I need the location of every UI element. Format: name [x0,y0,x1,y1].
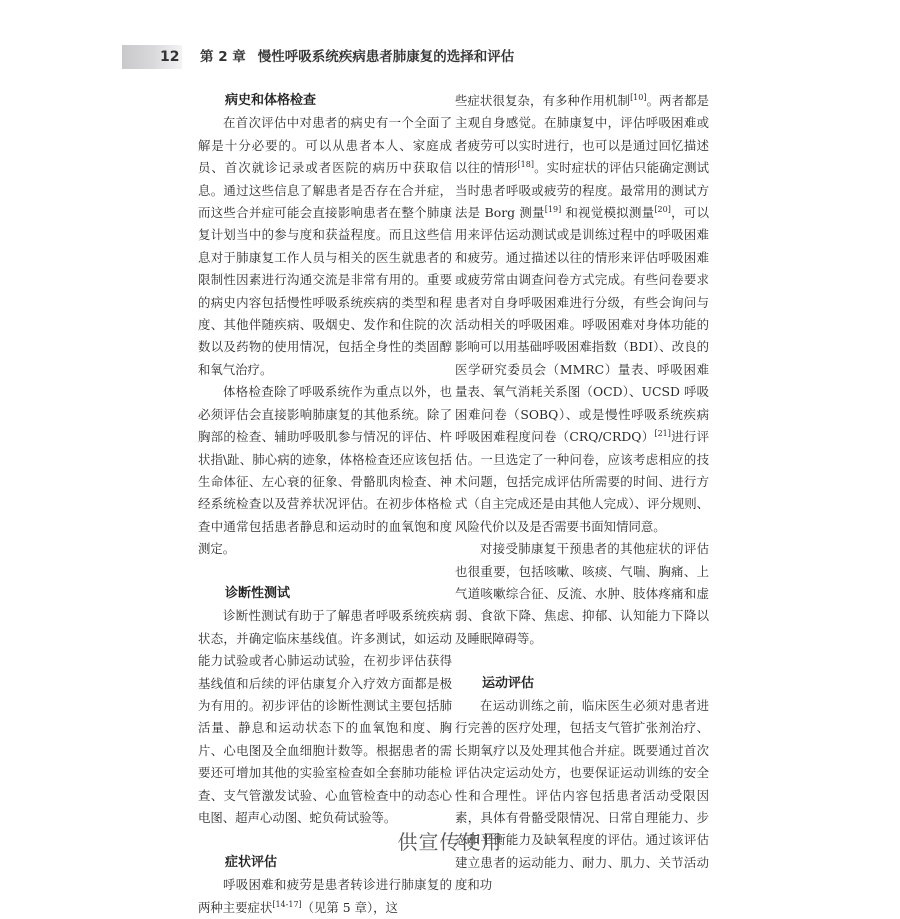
right-column [455,90,709,897]
citation: [10] [630,93,647,102]
text: 。两者都是主观自身感觉。在肺康复中，评估呼吸困难或者疲劳可以实时进行，也可以是通过回忆描述以往的情形 [455,93,710,176]
paragraph-symptoms [198,874,452,919]
section-heading-history: 病史和体格检查 [225,93,317,108]
citation: [19] [544,205,562,215]
text: 和视觉模拟测量 [561,205,655,221]
citation: [14-17] [272,899,302,909]
text: 些症状很复杂，有多种作用机制 [455,93,631,108]
page-number: 12 [160,49,180,65]
chapter-number: 第 2 章 [200,49,246,65]
section-heading-exercise: 运动评估 [482,675,535,691]
paragraph-exercise: 在运动训练之前，临床医生必须对患者进行完善的医疗处理，包括支气管扩张剂治疗、长期氧疗以及处理其他合并症。既要通过首次评估决定运动处方，也要保证运动训练的安全性和合理性。评估内容包括患者活动受限因素，具体有骨骼受限情况、日常自理能力、步态和平衡能力及缺氧程度的评估。通过该评估建立患者的运动能力、耐力、肌力、关节活动度和功 [455,697,709,893]
citation: [21] [654,429,671,439]
section-heading-symptoms: 症状评估 [225,854,278,870]
paragraph-symptoms-continued [455,90,709,538]
chapter-title: 慢性呼吸系统疾病患者肺康复的选择和评估 [257,49,515,65]
watermark: 供宣传使用 [397,830,503,854]
text: 呼吸困难和疲劳是患者转诊进行肺康复的两种主要症状 [198,877,452,915]
text: ，可以用来评估运动测试或是训练过程中的呼吸困难和疲劳。通过描述以往的情形来评估呼吸困难或疲劳常由调查问卷方式完成。有些问卷要求患者对自身呼吸困难进行分级，有些会询问与活动相关的呼吸困难。呼吸困难对身体功能的影响可以用基础呼吸困难指数（BDI）、改良的医学研究委员会（MMRC）量表、呼吸困难量表、氧气消耗关系图（OCD）、UCSD 呼吸困难问卷（SOBQ）、或是慢性呼吸系统疾病呼吸困难程度问卷（CRQ/CRDQ） [455,205,709,445]
text: 。实时症状的评估只能确定测试当时患者呼吸或疲劳的程度。最常用的测试方法是 Borg 测量 [455,160,710,221]
citation: [18] [517,160,534,170]
running-header [200,46,514,68]
citation: [20] [654,205,671,215]
text: 进行评估。一旦选定了一种问卷，应该考虑相应的技术问题，包括完成评估所需要的时间、进行方式（自主完成还是由其他人完成）、评分规则、风险代价以及是否需要书面知情同意。 [455,429,710,534]
text: （见第 5 章），这 [301,899,398,915]
paragraph-diagnostic: 诊断性测试有助于了解患者呼吸系统疾病状态，并确定临床基线值。许多测试，如运动能力试验或者心肺运动试验，在初步评估获得基线值和后续的评估康复介入疗效方面都是极为有用的。初步评估的诊断性测试主要包括肺活量、静息和运动状态下的血氧饱和度、胸片、心电图及全血细胞计数等。根据患者的需要还可增加其他的实验室检查如全套肺功能检查、支气管激发试验、心血管检查中的动态心电图、超声心动图、蛇负荷试验等。 [198,608,452,825]
paragraph-other-symptoms: 对接受肺康复干预患者的其他症状的评估也很重要，包括咳嗽、咳痰、气喘、胸痛、上气道咳嗽综合征、反流、水肿、肢体疼痛和虚弱、食欲下降、焦虑、抑郁、认知能力下降以及睡眠障碍等。 [455,541,709,646]
section-heading-diagnostic: 诊断性测试 [225,585,291,601]
paragraph-physical-exam: 体格检查除了呼吸系统作为重点以外，也必须评估会直接影响肺康复的其他系统。除了胸部的检查、辅助呼吸肌参与情况的评估、杵状指\趾、肺心病的迹象，体格检查还应该包括生命体征、左心衰的征象、骨骼肌肉检查、神经系统检查以及营养状况评估。在初步体格检查中通常包括患者静息和运动时的血氧饱和度测定。 [198,384,452,557]
left-column [198,90,452,919]
paragraph-history: 在首次评估中对患者的病史有一个全面了解是十分必要的。可以从患者本人、家庭成员、首次就诊记录或者医院的病历中获取信息。通过这些信息了解患者是否存在合并症，而这些合并症可能会直接影响患者在整个肺康复计划当中的参与度和获益程度。而且这些信息对于肺康复工作人员与相关的医生就患者的限制性因素进行沟通交流是非常有用的。重要的病史内容包括慢性呼吸系统疾病的类型和程度、其他伴随疾病、吸烟史、发作和住院的次数以及药物的使用情况，包括全身性的类固醇和氧气治疗。 [198,115,452,377]
